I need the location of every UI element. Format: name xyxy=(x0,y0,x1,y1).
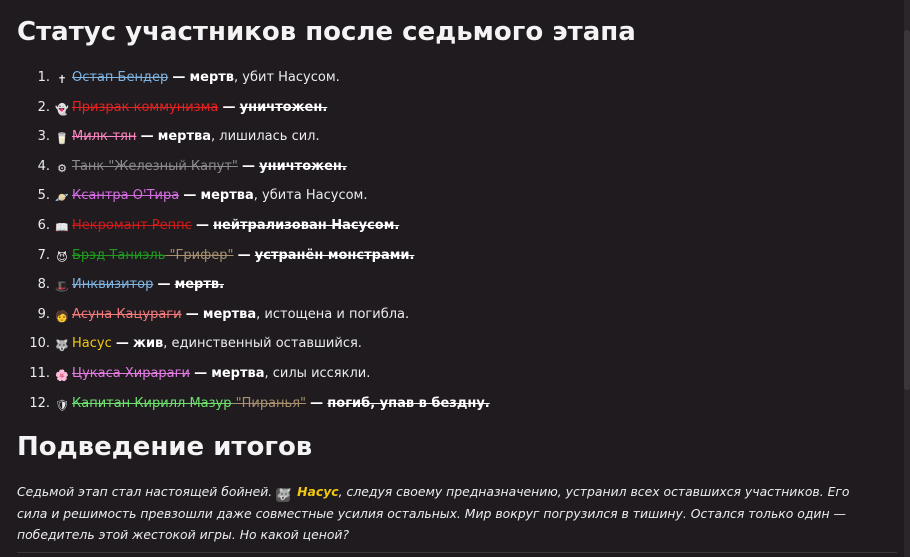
divider xyxy=(17,552,897,553)
participant-item xyxy=(17,153,877,183)
shield-icon: 🛡 xyxy=(55,398,69,412)
item-number: 7. xyxy=(37,247,50,263)
status-detail: , истощена и погибла. xyxy=(256,306,410,322)
participant-list xyxy=(17,64,877,419)
item-number: 12. xyxy=(29,395,50,411)
participant-item xyxy=(17,212,877,242)
section-title-status: Статус участников после седьмого этапа xyxy=(17,17,636,47)
participant-item xyxy=(17,330,877,360)
dash: — xyxy=(172,70,186,85)
scrollbar[interactable] xyxy=(904,0,910,557)
wolf-icon: 🐺 xyxy=(276,488,291,501)
status-label: погиб, упав в бездну. xyxy=(327,395,490,411)
participant-item xyxy=(17,242,877,272)
participant-name: Цукаса Хирараги xyxy=(72,365,190,381)
dash: — xyxy=(194,365,208,381)
cross-icon: ✝ xyxy=(57,73,67,86)
participant-name: Призрак коммунизма xyxy=(72,99,219,115)
person-icon: 🧑 xyxy=(55,309,69,323)
item-number: 11. xyxy=(29,365,50,381)
ghost-icon: 👻 xyxy=(55,102,69,116)
scrollbar-thumb[interactable] xyxy=(904,30,910,390)
status-label: мертв xyxy=(189,70,235,85)
status-label: мертва xyxy=(202,306,257,322)
participant-name: Насус xyxy=(72,336,112,352)
status-detail: , единственный оставшийся. xyxy=(163,336,362,352)
status-detail: , лишилась сил. xyxy=(211,129,320,145)
planet-icon: 🪐 xyxy=(55,191,69,205)
status-label: нейтрализован Насусом. xyxy=(213,217,400,233)
dash: — xyxy=(185,306,199,322)
status-label: уничтожен. xyxy=(239,99,328,115)
milk-icon: 🥛 xyxy=(55,132,69,146)
dash: — xyxy=(242,158,256,174)
participant-name: Брэд Таниэль xyxy=(72,247,166,263)
dash: — xyxy=(237,247,251,263)
item-number: 8. xyxy=(37,277,50,293)
participant-item xyxy=(17,182,877,212)
item-number: 10. xyxy=(29,336,50,352)
devil-icon: 😈 xyxy=(56,250,68,264)
participant-item xyxy=(17,390,877,420)
status-label: мертва xyxy=(157,129,211,145)
status-detail: , убита Насусом. xyxy=(253,188,368,204)
summary-name: Насус xyxy=(297,484,339,499)
participant-item xyxy=(17,301,877,331)
item-number: 5. xyxy=(37,188,50,204)
item-number: 2. xyxy=(37,99,50,115)
item-number: 4. xyxy=(37,158,50,174)
item-number: 9. xyxy=(37,306,50,322)
item-number: 6. xyxy=(37,217,50,233)
participant-name: Танк "Железный Капут" xyxy=(72,158,238,174)
wolf-icon: 🐺 xyxy=(55,339,69,353)
participant-item xyxy=(17,271,877,301)
participant-item xyxy=(17,360,877,390)
status-label: мертва xyxy=(211,365,265,381)
participant-name: Некромант Реппс xyxy=(72,217,192,233)
dash: — xyxy=(183,188,197,204)
status-label: мертва xyxy=(200,188,254,204)
participant-item xyxy=(17,123,877,153)
item-number: 3. xyxy=(37,129,50,145)
flower-icon: 🌸 xyxy=(55,368,69,382)
status-label: мертв. xyxy=(174,277,225,293)
summary-paragraph xyxy=(17,481,862,546)
participant-name: Милк-тян xyxy=(72,129,137,145)
participant-name: Ксантра О'Тира xyxy=(72,188,180,204)
item-number: 1. xyxy=(37,70,50,85)
dash: — xyxy=(310,395,324,411)
dash: — xyxy=(222,99,236,115)
dash: — xyxy=(140,129,154,145)
participant-nickname: "Грифер" xyxy=(165,247,234,263)
status-label: устранён монстрами. xyxy=(254,247,415,263)
dash: — xyxy=(157,277,171,293)
dash: — xyxy=(115,336,129,352)
status-label: уничтожен. xyxy=(259,158,347,174)
participant-item xyxy=(17,94,877,124)
gear-icon: ⚙ xyxy=(57,161,67,175)
summary-part2: , следуя своему предназначению, устранил всех оставшихся участников. Его сила и решимость превзошли даже совместные усилия остальных. Мир вокруг погрузился в тишину. Остался только один — победитель этой жестокой игры. Но какой ценой? xyxy=(17,484,850,542)
section-title-summary: Подведение итогов xyxy=(17,432,313,462)
status-detail: , силы иссякли. xyxy=(264,365,371,381)
participant-name: Остап Бендер xyxy=(72,70,169,85)
status-detail: , убит Насусом. xyxy=(234,70,340,85)
dash: — xyxy=(195,217,209,233)
participant-name: Инквизитор xyxy=(72,277,154,293)
book-icon: 📖 xyxy=(55,220,69,234)
participant-name: Капитан Кирилл Мазур xyxy=(72,395,232,411)
status-label: жив xyxy=(133,336,164,352)
summary-part1: Седьмой этап стал настоящей бойней. xyxy=(17,484,273,499)
participant-name: Асуна Кацураги xyxy=(72,306,182,322)
participant-item xyxy=(17,64,877,94)
hat-icon: 🎩 xyxy=(55,280,69,294)
participant-nickname: "Пиранья" xyxy=(231,395,307,411)
